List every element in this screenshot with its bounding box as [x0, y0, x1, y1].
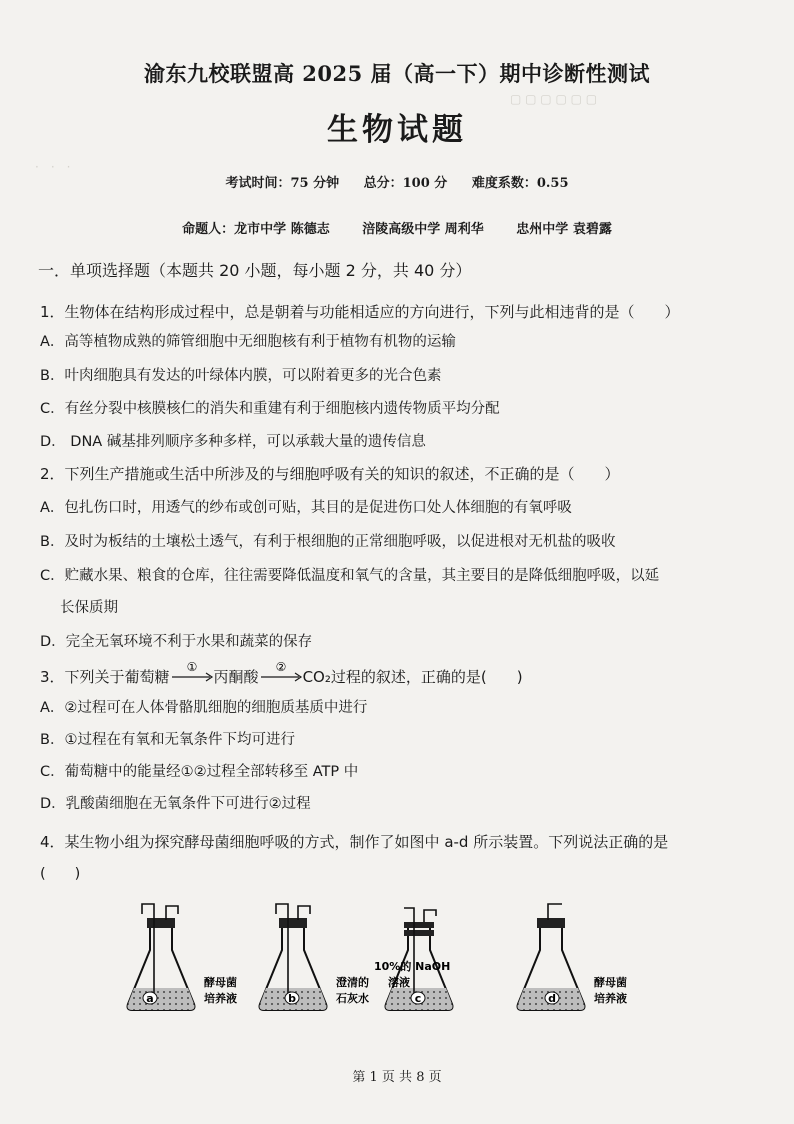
subject-title: 生物试题 — [327, 112, 467, 148]
question-1-option-b: B．叶肉细胞具有发达的叶绿体内膜，可以附着更多的光合色素 — [40, 368, 442, 384]
exam-title: 渝东九校联盟高 2025 届（高一下）期中诊断性测试 — [143, 61, 651, 86]
question-1-stem: 1．生物体在结构形成过程中，总是朝着与功能相适应的方向进行，下列与此相违背的是（ ） — [40, 303, 680, 321]
exam-authors — [0, 218, 794, 237]
svg-text:②: ② — [275, 660, 286, 674]
question-2-option-c-continued: 长保质期 — [60, 600, 118, 616]
flask-b — [260, 904, 370, 1010]
section-heading: 一．单项选择题（本题共 20 小题，每小题 2 分，共 40 分） — [38, 261, 472, 280]
question-2-option-c: C．贮藏水果、粮食的仓库，往往需要降低温度和氧气的含量，其主要目的是降低细胞呼吸，以延 — [40, 568, 660, 584]
question-3-option-d: D．乳酸菌细胞在无氧条件下可进行②过程 — [40, 796, 311, 812]
flask-c — [374, 908, 453, 1010]
svg-text:酵母菌: 酵母菌 — [204, 976, 237, 989]
svg-text:c: c — [414, 992, 422, 1005]
exam-meta — [0, 172, 794, 191]
question-1-option-a: A．高等植物成熟的筛管细胞中无细胞核有利于植物有机物的运输 — [40, 334, 456, 350]
bleed-through-text: ▢ ▢ ▢ ▢ ▢ ▢ — [510, 92, 598, 106]
svg-text:①: ① — [186, 660, 197, 674]
author-2: 涪陵高级中学 周利华 — [362, 222, 484, 237]
svg-text:石灰水: 石灰水 — [336, 992, 369, 1005]
question-2-stem: 2．下列生产措施或生活中所涉及的与细胞呼吸有关的知识的叙述，不正确的是（ ） — [40, 465, 620, 483]
bleed-through-text: · · · — [35, 160, 71, 174]
question-4-answer-paren: ( ) — [40, 866, 81, 882]
reaction-arrow-1 — [170, 660, 214, 695]
question-3-option-a: A．②过程可在人体骨骼肌细胞的细胞质基质中进行 — [40, 700, 368, 716]
svg-text:a: a — [146, 992, 154, 1005]
page-footer: 第 1 页 共 8 页 — [352, 1070, 442, 1085]
reaction-arrow-2 — [259, 660, 303, 695]
author-1: 命题人：龙市中学 陈德志 — [182, 222, 330, 237]
question-1-option-d: D． DNA 碱基排列顺序多种多样，可以承载大量的遗传信息 — [40, 434, 426, 450]
question-3-option-b: B．①过程在有氧和无氧条件下均可进行 — [40, 732, 295, 748]
exam-difficulty: 难度系数：0.55 — [471, 176, 569, 191]
exam-time: 考试时间：75 分钟 — [225, 176, 340, 191]
svg-text:溶液: 溶液 — [388, 976, 410, 989]
exam-score: 总分：100 分 — [363, 176, 448, 191]
question-3-option-c: C．葡萄糖中的能量经①②过程全部转移至 ATP 中 — [40, 764, 359, 780]
svg-text:澄清的: 澄清的 — [336, 976, 369, 989]
author-3: 忠州中学 袁碧露 — [516, 222, 612, 237]
flask-a — [128, 904, 238, 1010]
question-2-option-a: A．包扎伤口时，用透气的纱布或创可贴，其目的是促进伤口处人体细胞的有氧呼吸 — [40, 500, 572, 516]
svg-text:10%的 NaOH: 10%的 NaOH — [374, 960, 451, 973]
svg-text:b: b — [288, 992, 296, 1005]
question-1-option-c: C．有丝分裂中核膜核仁的消失和重建有利于细胞核内遗传物质平均分配 — [40, 401, 500, 417]
svg-text:培养液: 培养液 — [204, 992, 237, 1005]
question-2-option-b: B．及时为板结的土壤松土透气，有利于根细胞的正常细胞呼吸，以促进根对无机盐的吸收 — [40, 534, 616, 550]
svg-text:酵母菌: 酵母菌 — [594, 976, 627, 989]
question-4-stem: 4．某生物小组为探究酵母菌细胞呼吸的方式，制作了如图中 a-d 所示装置。下列说法正确的是 — [40, 833, 669, 851]
yeast-respiration-apparatus-figure — [120, 900, 680, 1030]
question-2-option-d: D．完全无氧环境不利于水果和蔬菜的保存 — [40, 634, 313, 650]
svg-text:培养液: 培养液 — [594, 992, 627, 1005]
svg-text:d: d — [548, 992, 556, 1005]
question-3-stem: 3．下列关于葡萄糖 ① 丙酮酸 ② CO₂过程的叙述，正确的是( ) — [40, 660, 760, 695]
flask-d — [518, 904, 628, 1010]
